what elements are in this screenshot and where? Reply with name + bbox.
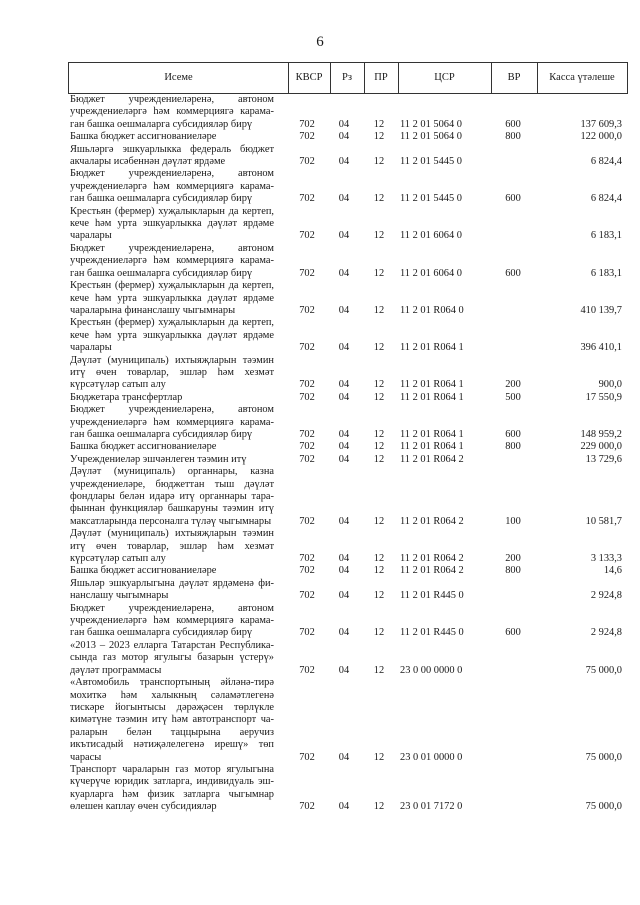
row-pr: 12 [373, 553, 385, 565]
row-kvsr: 702 [299, 193, 315, 205]
row-csr: 11 2 01 R445 0 [400, 627, 464, 639]
row-kvsr: 702 [299, 156, 315, 168]
row-kvsr: 702 [299, 304, 315, 316]
row-name: Бюджетара трансфертлар [70, 391, 183, 403]
header-pr: ПР [364, 63, 399, 93]
row-csr: 11 2 01 5064 0 [400, 131, 462, 143]
row-rz: 04 [338, 342, 350, 354]
row-kvsr: 702 [299, 342, 315, 354]
row-sum: 122 000,0 [580, 131, 622, 143]
table-row [68, 466, 628, 528]
row-vr: 800 [505, 441, 521, 453]
row-csr: 11 2 01 5445 0 [400, 156, 462, 168]
page-number: 6 [316, 34, 324, 50]
table-row [68, 144, 628, 169]
table-row [68, 404, 628, 441]
row-sum: 75 000,0 [585, 801, 622, 813]
table-row [68, 565, 628, 577]
header-vr: ВР [491, 63, 538, 93]
table-row [68, 168, 628, 205]
row-sum: 229 000,0 [580, 441, 622, 453]
table-row [68, 206, 628, 243]
row-kvsr: 702 [299, 515, 315, 527]
row-csr: 11 2 01 R064 1 [400, 342, 464, 354]
row-rz: 04 [338, 304, 350, 316]
row-sum: 148 959,2 [580, 428, 622, 440]
table-row [68, 392, 628, 404]
row-kvsr: 702 [299, 751, 315, 763]
row-name: Бюджет учреждениеләренә, автоном учреждениеләргә һәм коммерциягә карама-ган башка оешмаларга субсидияләр бирү [70, 94, 274, 130]
table-body [68, 94, 628, 814]
row-sum: 396 410,1 [580, 342, 622, 354]
row-csr: 11 2 01 6064 0 [400, 230, 462, 242]
row-pr: 12 [373, 453, 385, 465]
row-vr: 200 [505, 553, 521, 565]
row-sum: 14,6 [603, 565, 622, 577]
row-csr: 11 2 01 R064 1 [400, 441, 464, 453]
row-name: Бюджет учреждениеләренә, автоном учреждениеләргә һәм коммерциягә карама-ган башка оешмаларга субсидияләр бирү [70, 602, 274, 639]
row-sum: 6 183,1 [590, 230, 622, 242]
row-name: Учреждениеләр эшчәнлеген тәэмин итү [70, 453, 247, 465]
row-name: Крестьян (фермер) хуҗалыкларын да кертеп, кече һәм урта эшкуарлыкка дәүләт ярдәме чаралары [70, 317, 274, 354]
row-name: Дәүләт (муниципаль) органнары, казна учреждениеләре, бюджеттан тыш дәүләт фондлары белән идарә итү органнары тара-фыннан функцияләр башкаруны тәэмин итү максатларында персоналга түләү чыгымнары [70, 466, 274, 527]
row-sum: 3 133,3 [590, 553, 622, 565]
row-csr: 11 2 01 R064 1 [400, 391, 464, 403]
row-sum: 13 729,6 [585, 453, 622, 465]
row-csr: 11 2 01 R064 1 [400, 379, 464, 391]
row-sum: 137 609,3 [580, 118, 622, 130]
row-sum: 2 924,8 [590, 627, 622, 639]
row-pr: 12 [373, 304, 385, 316]
row-rz: 04 [338, 751, 350, 763]
row-rz: 04 [338, 118, 350, 130]
row-pr: 12 [373, 379, 385, 391]
header-csr: ЦСР [398, 63, 492, 93]
table-row [68, 243, 628, 280]
row-pr: 12 [373, 131, 385, 143]
row-rz: 04 [338, 428, 350, 440]
row-kvsr: 702 [299, 118, 315, 130]
row-csr: 11 2 01 R064 1 [400, 428, 464, 440]
row-pr: 12 [373, 664, 385, 676]
row-name: Бюджет учреждениеләренә, автоном учреждениеләргә һәм коммерциягә карама-ган башка оешмаларга субсидияләр бирү [70, 168, 274, 205]
row-kvsr: 702 [299, 428, 315, 440]
row-pr: 12 [373, 230, 385, 242]
row-kvsr: 702 [299, 441, 315, 453]
row-vr: 200 [505, 379, 521, 391]
row-csr: 11 2 01 R064 2 [400, 453, 464, 465]
row-pr: 12 [373, 801, 385, 813]
row-rz: 04 [338, 267, 350, 279]
row-csr: 11 2 01 R064 2 [400, 515, 464, 527]
table-row [68, 94, 628, 131]
budget-table [68, 62, 628, 814]
row-csr: 23 0 01 7172 0 [400, 801, 463, 813]
row-pr: 12 [373, 515, 385, 527]
row-sum: 10 581,7 [585, 515, 622, 527]
row-vr: 600 [505, 627, 521, 639]
row-sum: 17 550,9 [585, 391, 622, 403]
row-rz: 04 [338, 391, 350, 403]
row-pr: 12 [373, 590, 385, 602]
row-rz: 04 [338, 230, 350, 242]
table-row [68, 441, 628, 453]
row-pr: 12 [373, 193, 385, 205]
header-rz: Рз [330, 63, 365, 93]
row-csr: 11 2 01 5064 0 [400, 118, 462, 130]
table-row [68, 764, 628, 814]
row-pr: 12 [373, 441, 385, 453]
row-sum: 75 000,0 [585, 664, 622, 676]
row-name: Бюджет учреждениеләренә, автоном учреждениеләргә һәм коммерциягә карама-ган башка оешмаларга субсидияләр бирү [70, 242, 274, 279]
row-sum: 900,0 [598, 379, 622, 391]
row-sum: 6 183,1 [590, 267, 622, 279]
table-row [68, 280, 628, 317]
row-rz: 04 [338, 801, 350, 813]
row-sum: 6 824,4 [590, 193, 622, 205]
row-csr: 11 2 01 R064 2 [400, 565, 464, 577]
row-csr: 23 0 00 0000 0 [400, 664, 463, 676]
row-kvsr: 702 [299, 801, 315, 813]
row-rz: 04 [338, 664, 350, 676]
row-name: «Автомобиль транспортының әйләнә-тирә мохиткә һәм халыкның сәламәтлегенә тискәре йогынтысы дәрәҗәсен төрлүкле кимәтүне тәэмин итү һәм автотранспорт ча-раларын белән таццырына аеручиз икътисадый нәтиҗәлелегенә ирешү» төп чарасы [70, 677, 274, 763]
row-name: Крестьян (фермер) хуҗалыкларын да кертеп, кече һәм урта эшкуарлыкка дәүләт ярдәме чаралары [70, 205, 274, 242]
header-kvsr: КВСР [288, 63, 331, 93]
row-pr: 12 [373, 267, 385, 279]
row-name: Башка бюджет ассигнованиеләре [70, 565, 217, 577]
row-vr: 600 [505, 267, 521, 279]
row-rz: 04 [338, 156, 350, 168]
row-pr: 12 [373, 391, 385, 403]
row-name: Яшьләргә эшкуарлыкка федераль бюджет акчалары исәбеннән дәүләт ярдәме [70, 143, 274, 168]
row-kvsr: 702 [299, 267, 315, 279]
row-name: Крестьян (фермер) хуҗалыкларын да кертеп, кече һәм урта эшкуарлыкка дәүләт ярдәме чараларына финанслашу чыгымнары [70, 280, 274, 316]
row-kvsr: 702 [299, 664, 315, 676]
table-row [68, 603, 628, 640]
row-rz: 04 [338, 627, 350, 639]
row-sum: 75 000,0 [585, 751, 622, 763]
table-row [68, 578, 628, 603]
row-vr: 600 [505, 118, 521, 130]
row-csr: 11 2 01 R064 2 [400, 553, 464, 565]
row-kvsr: 702 [299, 565, 315, 577]
header-name: Исеме [69, 63, 289, 93]
row-pr: 12 [373, 627, 385, 639]
row-pr: 12 [373, 156, 385, 168]
row-pr: 12 [373, 118, 385, 130]
row-vr: 600 [505, 428, 521, 440]
row-kvsr: 702 [299, 627, 315, 639]
row-pr: 12 [373, 342, 385, 354]
row-vr: 800 [505, 131, 521, 143]
row-rz: 04 [338, 131, 350, 143]
table-row [68, 355, 628, 392]
row-vr: 800 [505, 565, 521, 577]
row-rz: 04 [338, 553, 350, 565]
row-name: Яшьләр эшкуарлыгына дәүләт ярдәменә фи-нанслашу чыгымнары [70, 577, 274, 602]
row-pr: 12 [373, 751, 385, 763]
row-name: Башка бюджет ассигнованиеләре [70, 131, 217, 143]
row-name: Дәүләт (муниципаль) ихтыяҗларын тәэмин итү өчен товарлар, эшләр һәм хезмәт күрсәтүләр сатып алу [70, 354, 274, 391]
row-kvsr: 702 [299, 590, 315, 602]
row-pr: 12 [373, 428, 385, 440]
row-vr: 100 [505, 515, 521, 527]
row-csr: 11 2 01 6064 0 [400, 267, 462, 279]
row-sum: 6 824,4 [590, 156, 622, 168]
row-vr: 600 [505, 193, 521, 205]
row-sum: 2 924,8 [590, 590, 622, 602]
row-rz: 04 [338, 379, 350, 391]
table-row [68, 528, 628, 565]
row-rz: 04 [338, 441, 350, 453]
row-rz: 04 [338, 565, 350, 577]
table-header [68, 62, 628, 94]
table-row [68, 317, 628, 354]
row-kvsr: 702 [299, 379, 315, 391]
row-rz: 04 [338, 590, 350, 602]
row-name: Башка бюджет ассигнованиеләре [70, 441, 217, 453]
row-csr: 11 2 01 R064 0 [400, 304, 464, 316]
header-sum: Касса үтәлеше [549, 72, 615, 83]
table-row [68, 454, 628, 466]
row-rz: 04 [338, 193, 350, 205]
table-row [68, 677, 628, 764]
table-row [68, 131, 628, 143]
table-row [68, 640, 628, 677]
row-name: «2013 – 2023 елларга Татарстан Республика-сында газ мотор ягулыгы базарын үстерү» дәүләт программасы [70, 639, 274, 676]
row-name: Транспорт чараларын газ мотор ягулыгына күчерүче юридик затларга, индивидуаль эш-куарларга һәм физик затларга чыгымнар өлешен каплау өчен субсидияләр [70, 763, 274, 813]
row-kvsr: 702 [299, 230, 315, 242]
row-csr: 11 2 01 5445 0 [400, 193, 462, 205]
row-sum: 410 139,7 [580, 304, 622, 316]
row-rz: 04 [338, 515, 350, 527]
row-kvsr: 702 [299, 553, 315, 565]
row-pr: 12 [373, 565, 385, 577]
row-name: Дәүләт (муниципаль) ихтыяҗларын тәэмин итү өчен товарлар, эшләр һәм хезмәт күрсәтүләр сатып алу [70, 528, 274, 565]
row-csr: 11 2 01 R445 0 [400, 590, 464, 602]
row-vr: 500 [505, 391, 521, 403]
row-kvsr: 702 [299, 391, 315, 403]
row-csr: 23 0 01 0000 0 [400, 751, 463, 763]
row-rz: 04 [338, 453, 350, 465]
row-name: Бюджет учреждениеләренә, автоном учреждениеләргә һәм коммерциягә карама-ган башка оешмаларга субсидияләр бирү [70, 404, 274, 440]
row-kvsr: 702 [299, 453, 315, 465]
row-kvsr: 702 [299, 131, 315, 143]
